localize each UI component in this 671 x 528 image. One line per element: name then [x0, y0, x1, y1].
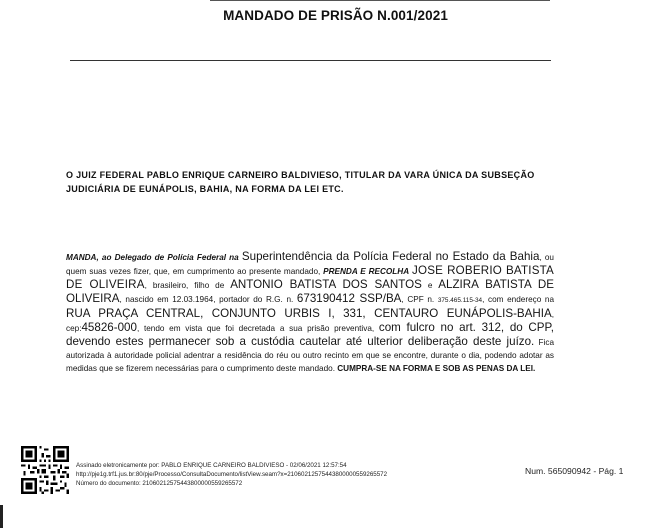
document-url-link[interactable]: http://pje1g.trf1.jus.br:80/pje/Processo/ConsultaDocumento/listView.seam?x=21060212575443800000559265572: [76, 471, 388, 479]
warrant-body: [66, 250, 554, 375]
page-title: MANDADO DE PRISÃO N.001/2021: [223, 8, 448, 23]
manda-text: MANDA, ao Delegado de Polícia Federal na: [66, 253, 239, 262]
quem-text: quem suas vezes fizer, que, em cumprimento ao presente mandado,: [66, 267, 321, 276]
page-number: Num. 565090942 - Pág. 1: [525, 466, 624, 476]
mother-name: ALZIRA BATISTA DE OLIVEIRA: [66, 278, 555, 305]
prenda-text: PRENDA E RECOLHA: [323, 267, 410, 276]
document-number-text: Número do documento: 21060212575443800000559265572: [76, 480, 243, 488]
cep-label: , cep:: [66, 310, 554, 333]
defendant-name: JOSE ROBERIO BATISTA DE OLIVEIRA: [66, 264, 554, 291]
rg-number: 673190412 SSP/BA: [296, 292, 402, 305]
nascido-text: , nascido em 12.03.1964, portador do R.G. n.: [119, 295, 294, 304]
judge-heading: O JUIZ FEDERAL PABLO ENRIQUE CARNEIRO BALDIVIESO, TITULAR DA VARA ÚNICA DA SUBSEÇÃO JUDICIÁRIA DE EUNÁPOLIS, BAHIA, NA FORMA DA LEI ETC.: [66, 170, 535, 194]
scan-edge-mark: [0, 505, 3, 528]
address-text: RUA PRAÇA CENTRAL, CONJUNTO URBIS I, 331, CENTAURO EUNÁPOLIS-BAHIA: [66, 307, 552, 320]
signature-block: [76, 461, 387, 489]
cpf-number: 375.465.115-34: [437, 297, 483, 304]
cumpra-text: CUMPRA-SE NA FORMA E SOB AS PENAS DA LEI.: [337, 364, 536, 373]
tendo-text: , tendo em vista que foi decretada a sua prisão preventiva,: [136, 324, 375, 333]
signed-by-text: Assinado eletronicamente por: PABLO ENRIQUE CARNEIRO BALDIVIESO - 02/06/2021 12:57:54: [76, 462, 347, 469]
and-text: e: [421, 281, 439, 290]
divider-line: [70, 60, 551, 61]
brasileiro-text: , brasileiro, filho de: [144, 281, 225, 290]
ou-text: , ou: [539, 253, 554, 262]
qr-code-icon: [21, 446, 69, 494]
endereco-text: , com endereço na: [482, 295, 555, 304]
cpf-label: , CPF n.: [401, 295, 435, 304]
superintendencia-text: Superintendência da Polícia Federal no Estado da Bahia: [241, 250, 540, 263]
fica-text: Fica autorizada à autoridade policial adentrar a residência do réu ou outro recinto em que se encontre, durante o dia, podendo adotar as medidas que se fizerem necessárias para o cumprimento deste mandado.: [66, 338, 554, 373]
father-name: ANTONIO BATISTA DOS SANTOS: [230, 278, 422, 291]
top-rule: [210, 0, 550, 1]
cep-number: 45826-000: [81, 321, 137, 334]
fulcro-text: com fulcro no art. 312, do CPP, devendo estes permanecer sob a custódia cautelar até ulterior deliberação deste juízo.: [66, 321, 554, 348]
